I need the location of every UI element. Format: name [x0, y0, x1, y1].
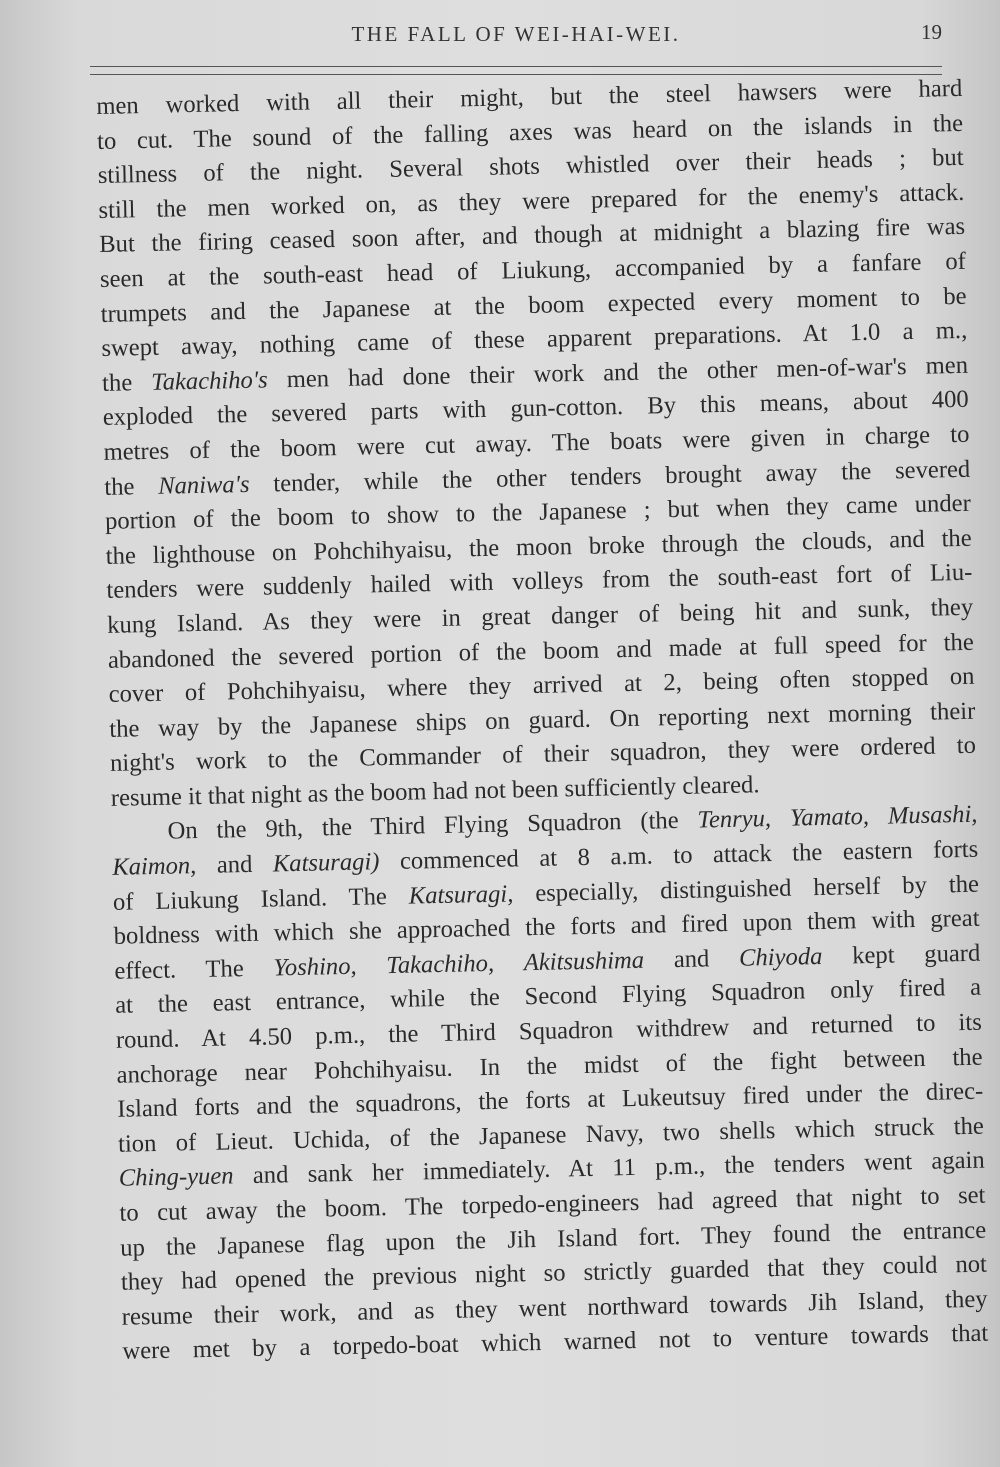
paragraph-2	[111, 798, 988, 1370]
text-line: the Naniwa's tender, while the other tenders brought away the severed	[104, 455, 971, 501]
text-line: men worked with all their might, but the steel hawsers were hard	[96, 74, 963, 120]
text-line: round. At 4.50 p.m., the Third Squadron withdrew and returned to its	[115, 1008, 983, 1054]
text-line: to cut. The sound of the falling axes was heard on the islands in the	[96, 109, 964, 155]
text-line: Island forts and the squadrons, the forts at Lukeutsuy fired under the direc-	[117, 1077, 984, 1123]
text-line: tion of Lieut. Uchida, of the Japanese Navy, two shells which struck the	[117, 1112, 985, 1158]
text-line: anchorage near Pohchihyaisu. In the midst of the fight between the	[116, 1043, 983, 1089]
text-line: at the east entrance, while the Second Flying Squadron only fired a	[114, 974, 982, 1020]
text-line: abandoned the severed portion of the boom and made at full speed for the	[107, 628, 974, 674]
text-line: tenders were suddenly hailed with volleys from the south-east fort of Liu-	[106, 559, 973, 605]
text-line: seen at the south-east head of Liukung, accompanied by a fanfare of	[99, 247, 967, 293]
text-line: metres of the boom were cut away. The boats were given in charge to	[103, 420, 970, 466]
text-line: swept away, nothing came of these apparent preparations. At 1.0 a m.,	[101, 316, 968, 363]
text-line: resume their work, and as they went northward towards Jih Island, they	[121, 1285, 988, 1331]
text-line: they had opened the previous night so strictly guarded that they could not	[120, 1250, 988, 1296]
text-line: still the men worked on, as they were prepared for the enemy's attack.	[98, 178, 965, 224]
text-line: to cut away the boom. The torpedo-engineers had agreed that night to set	[119, 1181, 986, 1227]
text-line: Ching-yuen and sank her immediately. At 11 p.m., the tenders went again	[118, 1147, 985, 1193]
text-line: Kaimon, and Katsuragi) commenced at 8 a.m. to attack the eastern forts	[112, 835, 979, 881]
text-line: On the 9th, the Third Flying Squadron (the Tenryu, Yamato, Musashi,	[167, 801, 978, 846]
text-line: the lighthouse on Pohchihyaisu, the moon broke through the clouds, and the	[105, 524, 972, 570]
text-line: the way by the Japanese ships on guard. On reporting next morning their	[109, 697, 976, 743]
text-line: were met by a torpedo-boat which warned not to venture towards that	[122, 1319, 989, 1366]
text-line: kung Island. As they were in great danger of being hit and sunk, they	[106, 593, 974, 639]
text-line: night's work to the Commander of their squadron, they were ordered to	[109, 732, 977, 778]
text-line: of Liukung Island. The Katsuragi, especially, distinguished herself by the	[112, 870, 980, 916]
text-line: up the Japanese flag upon the Jih Island fort. They found the entrance	[119, 1216, 987, 1262]
text-line: exploded the severed parts with gun-cotton. By this means, about 400	[102, 386, 969, 432]
header-rule-top	[90, 66, 942, 67]
text-line: portion of the boom to show to the Japanese ; but when they came under	[104, 489, 972, 536]
text-line: But the firing ceased soon after, and though at midnight a blazing fire was	[98, 213, 966, 259]
text-line: the Takachiho's men had done their work and the other men-of-war's men	[101, 351, 969, 397]
text-line: cover of Pohchihyaisu, where they arrived at 2, being often stopped on	[108, 662, 975, 708]
page-number: 19	[921, 20, 942, 44]
text-line: effect. The Yoshino, Takachiho, Akitsushima and Chiyoda kept guard	[114, 939, 981, 985]
text-line: stillness of the night. Several shots whistled over their heads ; but	[97, 144, 964, 190]
running-title: THE FALL OF WEI-HAI-WEI.	[351, 22, 681, 46]
paragraph-1	[96, 72, 977, 816]
text-line: trumpets and the Japanese at the boom expected every moment to be	[100, 282, 967, 328]
text-line: resume it that night as the boom had not been sufficiently cleared.	[110, 771, 760, 812]
page-header	[90, 16, 942, 56]
body-text	[96, 72, 989, 1370]
text-line: boldness with which she approached the forts and fired upon them with great	[113, 904, 980, 951]
